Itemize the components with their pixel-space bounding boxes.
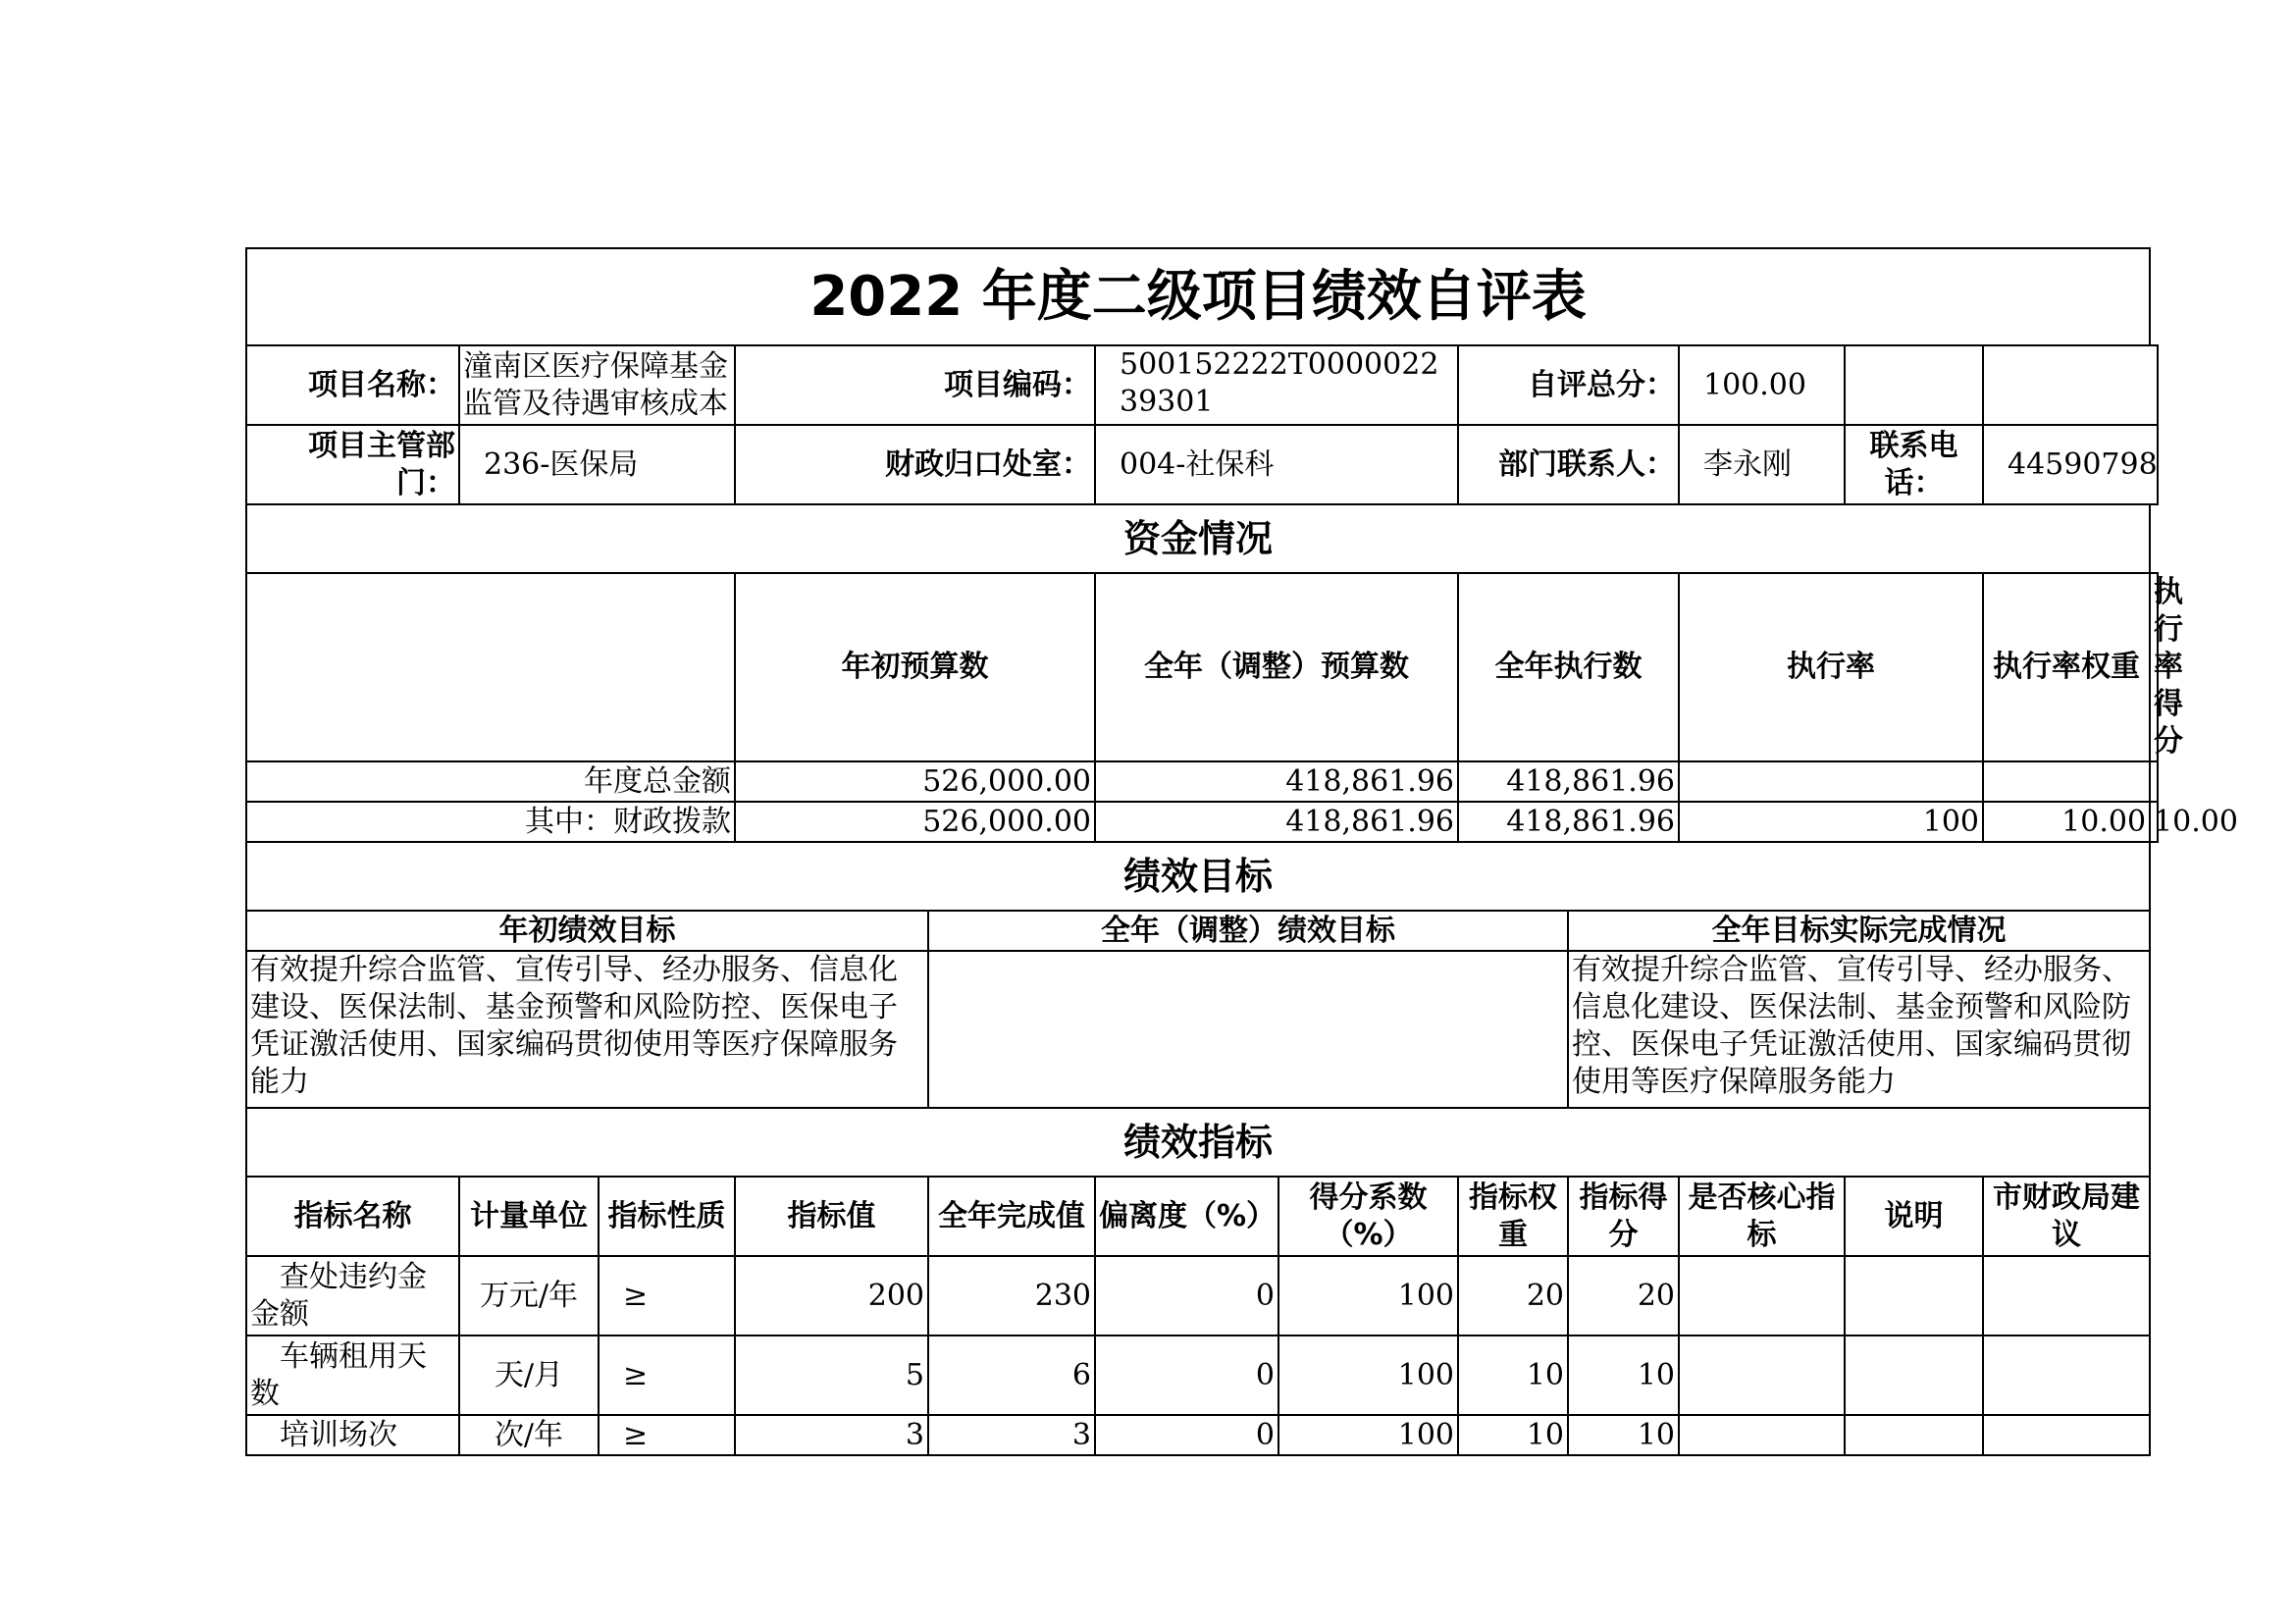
indicator-target: 3 [735,1415,928,1455]
funds-cell: 418,861.96 [1458,802,1679,842]
contact-label: 部门联系人： [1458,425,1679,504]
indicator-note [1845,1336,1983,1415]
finance-office-value: 004-社保科 [1095,425,1458,504]
indicators-section-title: 绩效指标 [246,1108,2150,1177]
indicator-core [1679,1256,1845,1336]
indicator-advice [1983,1415,2150,1455]
funds-header: 执行率得分 [2150,573,2158,761]
indicator-header: 指标值 [735,1177,928,1256]
empty-cell [1983,345,2158,425]
goals-section-title: 绩效目标 [246,842,2150,911]
table-row [246,1256,2158,1336]
indicator-header: 指标名称 [246,1177,459,1256]
funds-section-title: 资金情况 [246,504,2150,573]
indicator-coef: 100 [1278,1336,1458,1415]
goals-header: 全年目标实际完成情况 [1568,911,2150,951]
indicator-header: 是否核心指标 [1679,1177,1845,1256]
funds-cell: 418,861.96 [1095,802,1458,842]
indicator-advice [1983,1336,2150,1415]
indicator-weight: 10 [1458,1336,1568,1415]
project-code-value: 500152222T000002239301 [1095,345,1458,425]
indicator-unit: 次/年 [459,1415,599,1455]
indicator-deviation: 0 [1095,1415,1278,1455]
project-name-value: 潼南区医疗保障基金监管及待遇审核成本 [459,345,735,425]
indicator-note [1845,1415,1983,1455]
indicator-advice [1983,1256,2150,1336]
project-name-label: 项目名称： [246,345,459,425]
indicator-nature: ≥ [599,1336,735,1415]
dept-value: 236-医保局 [459,425,735,504]
finance-office-label: 财政归口处室： [735,425,1095,504]
project-code-label: 项目编码： [735,345,1095,425]
funds-header: 全年执行数 [1458,573,1679,761]
dept-label: 项目主管部门： [246,425,459,504]
indicator-core [1679,1336,1845,1415]
contact-value: 李永刚 [1679,425,1845,504]
funds-cell: 418,861.96 [1458,761,1679,802]
phone-label: 联系电话： [1845,425,1983,504]
indicator-actual: 6 [928,1336,1095,1415]
indicator-name: 培训场次 [246,1415,459,1455]
indicator-actual: 230 [928,1256,1095,1336]
funds-cell: 10.00 [1983,802,2150,842]
funds-cell: 100 [1679,802,1983,842]
indicator-header: 指标权重 [1458,1177,1568,1256]
indicator-name: 车辆租用天数 [246,1336,459,1415]
indicator-nature: ≥ [599,1415,735,1455]
phone-value: 44590798 [1983,425,2158,504]
indicator-name: 查处违约金金额 [246,1256,459,1336]
indicator-coef: 100 [1278,1415,1458,1455]
indicator-deviation: 0 [1095,1256,1278,1336]
adjusted-goal-text [928,951,1568,1108]
funds-cell: 526,000.00 [735,761,1095,802]
indicator-header: 得分系数（%） [1278,1177,1458,1256]
funds-cell: 526,000.00 [735,802,1095,842]
indicator-header: 偏离度（%） [1095,1177,1278,1256]
indicator-score: 10 [1568,1415,1679,1455]
indicator-score: 20 [1568,1256,1679,1336]
funds-cell [1679,761,1983,802]
indicator-unit: 天/月 [459,1336,599,1415]
funds-header: 执行率 [1679,573,1983,761]
indicator-score: 10 [1568,1336,1679,1415]
indicator-coef: 100 [1278,1256,1458,1336]
funds-header: 全年（调整）预算数 [1095,573,1458,761]
empty-cell [1845,345,1983,425]
indicator-header: 说明 [1845,1177,1983,1256]
funds-cell: 418,861.96 [1095,761,1458,802]
indicator-weight: 10 [1458,1415,1568,1455]
page-title: 2022 年度二级项目绩效自评表 [246,248,2150,345]
funds-header: 年初预算数 [735,573,1095,761]
empty-cell [246,573,735,761]
initial-goal-text: 有效提升综合监管、宣传引导、经办服务、信息化建设、医保法制、基金预警和风险防控、医保电子凭证激活使用、国家编码贯彻使用等医疗保障服务能力 [246,951,928,1108]
funds-cell: 10.00 [2150,802,2158,842]
indicator-header: 全年完成值 [928,1177,1095,1256]
indicator-header: 计量单位 [459,1177,599,1256]
funds-row-label: 年度总金额 [246,761,735,802]
actual-goal-text: 有效提升综合监管、宣传引导、经办服务、信息化建设、医保法制、基金预警和风险防控、医保电子凭证激活使用、国家编码贯彻使用等医疗保障服务能力 [1568,951,2150,1108]
performance-self-evaluation-table [245,247,2238,1456]
goals-header: 年初绩效目标 [246,911,928,951]
score-value: 100.00 [1679,345,1845,425]
score-label: 自评总分： [1458,345,1679,425]
funds-row-label: 其中：财政拨款 [246,802,735,842]
indicator-weight: 20 [1458,1256,1568,1336]
indicator-note [1845,1256,1983,1336]
indicator-target: 200 [735,1256,928,1336]
indicator-nature: ≥ [599,1256,735,1336]
indicator-header: 指标性质 [599,1177,735,1256]
funds-cell [1983,761,2150,802]
indicator-core [1679,1415,1845,1455]
indicator-target: 5 [735,1336,928,1415]
table-row [246,1336,2158,1415]
goals-header: 全年（调整）绩效目标 [928,911,1568,951]
indicator-header: 市财政局建议 [1983,1177,2150,1256]
indicator-header: 指标得分 [1568,1177,1679,1256]
indicator-deviation: 0 [1095,1336,1278,1415]
indicator-unit: 万元/年 [459,1256,599,1336]
table-row [246,1415,2158,1455]
funds-cell [2150,761,2158,802]
funds-header: 执行率权重 [1983,573,2150,761]
indicator-actual: 3 [928,1415,1095,1455]
